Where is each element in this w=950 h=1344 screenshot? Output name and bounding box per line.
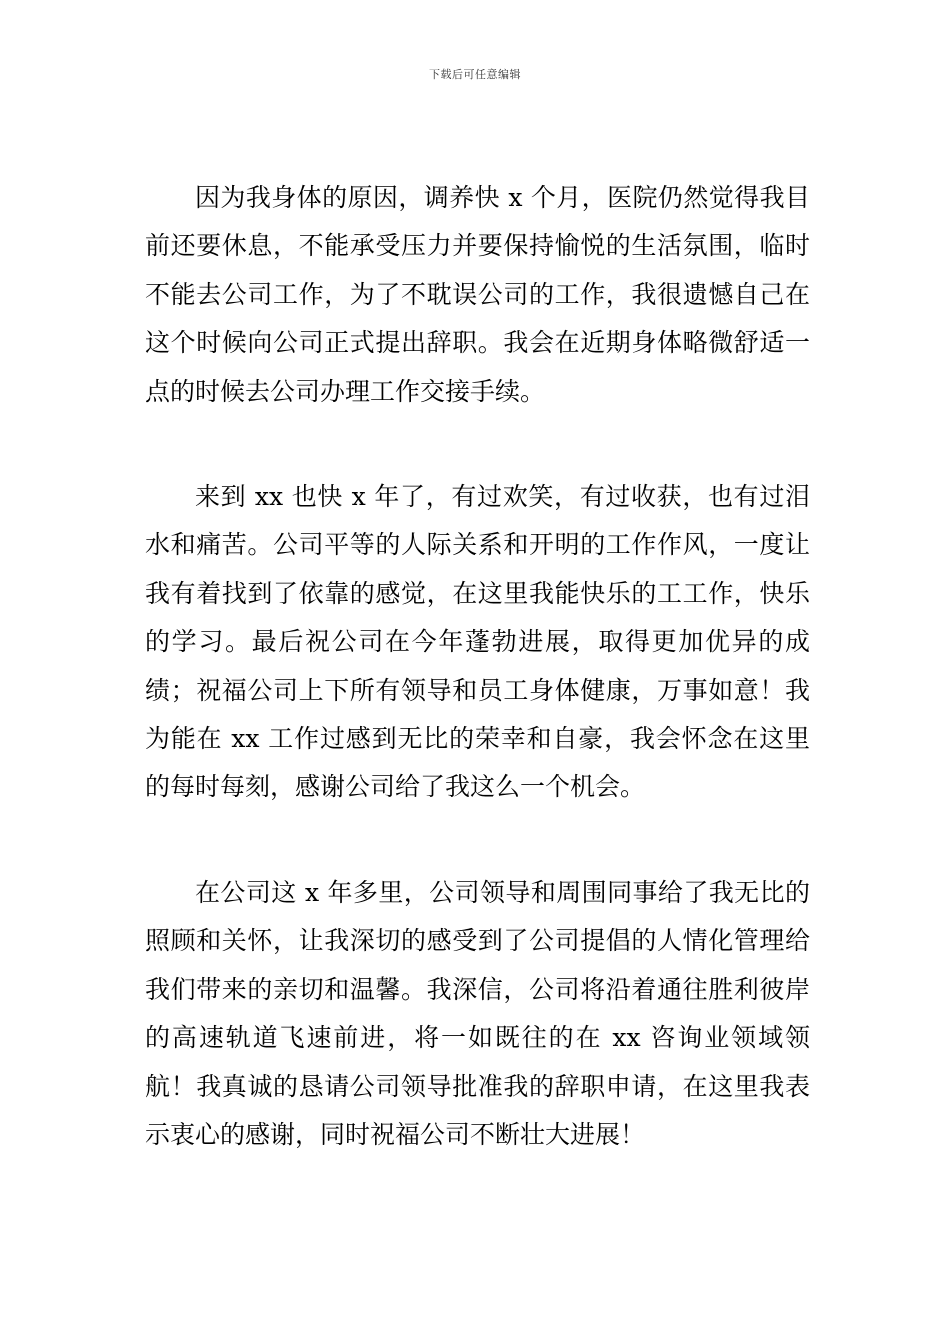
paragraph-health-reason: 因为我身体的原因，调养快 x 个月，医院仍然觉得我目前还要休息，不能承受压力并要保持愉悦的生活氛围，临时不能去公司工作，为了不耽误公司的工作，我很遗憾自己在这个时候向公司正式提出辞职。我会在近期身体略微舒适一点的时候去公司办理工作交接手续。 (145, 183, 810, 406)
paragraph-gratitude-experience: 来到 xx 也快 x 年了，有过欢笑，有过收获，也有过泪水和痛苦。公司平等的人际关系和开明的工作作风，一度让我有着找到了依靠的感觉，在这里我能快乐的工工作，快乐的学习。最后祝公司在今年蓬勃进展，取得更加优异的成绩；祝福公司上下所有领导和员工身体健康，万事如意！我为能在 xx 工作过感到无比的荣幸和自豪，我会怀念在这里的每时每刻，感谢公司给了我这么一个机会。 (145, 482, 810, 802)
paragraph-closing-thanks: 在公司这 x 年多里，公司领导和周围同事给了我无比的照顾和关怀，让我深切的感受到了公司提倡的人情化管理给我们带来的亲切和温馨。我深信，公司将沿着通往胜利彼岸的高速轨道飞速前进，将一如既往的在 xx 咨询业领域领航！我真诚的恳请公司领导批准我的辞职申请，在这里我表示衷心的感谢，同时祝福公司不断壮大进展！ (145, 878, 810, 1150)
header-note: 下载后可任意编辑 (429, 68, 521, 81)
